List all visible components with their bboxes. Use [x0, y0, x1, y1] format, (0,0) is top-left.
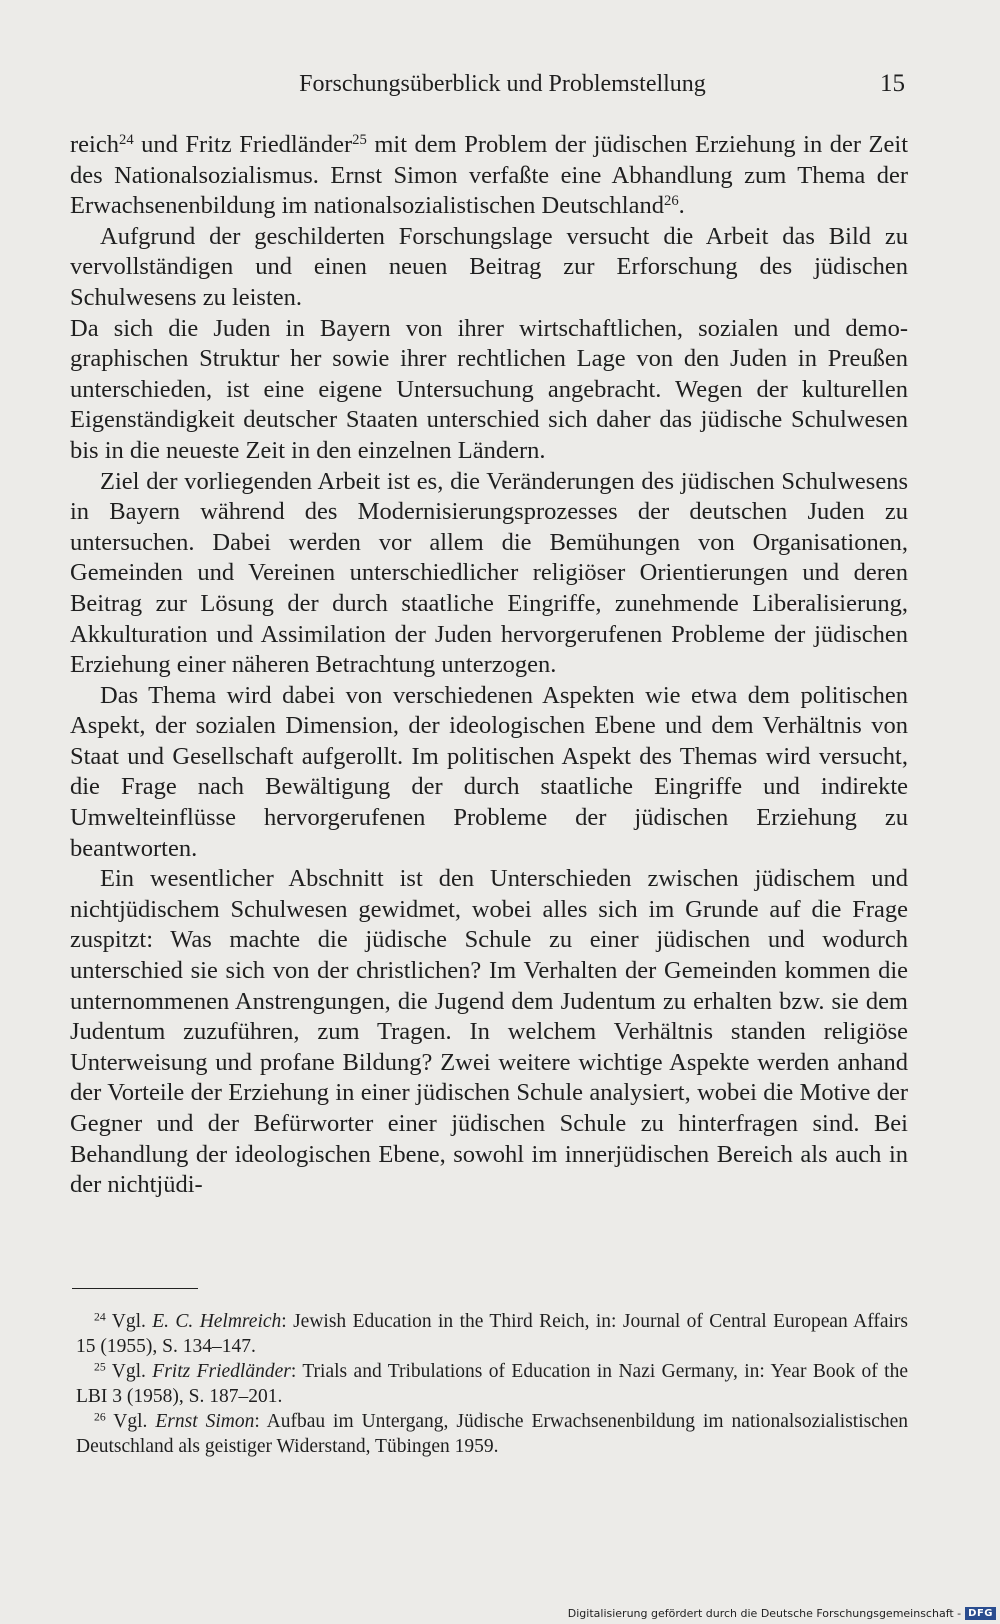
- footnote-author: E. C. Helmreich: [152, 1311, 282, 1332]
- paragraph-2: Aufgrund der geschilderten Forschungslage versucht die Arbeit das Bild zu vervollständigen und einen neuen Beitrag zur Erforschung des jüdischen Schulwesens zu leisten.: [70, 222, 908, 311]
- text-run: .: [678, 192, 685, 220]
- footnote-24: [76, 1309, 908, 1359]
- running-title: Forschungsüberblick und Problemstellung: [299, 71, 706, 97]
- text-run: Vgl.: [111, 1361, 153, 1382]
- footnote-author: Fritz Friedländer: [152, 1361, 291, 1382]
- text-run: : Trials and Tribulations of Education in Nazi Germany, in: Year Book of the LBI 3 (1958), S. 187–201.: [76, 1361, 908, 1407]
- footnote-divider: [72, 1288, 198, 1289]
- footnote-26: [76, 1409, 908, 1459]
- text-run: Vgl.: [113, 1411, 156, 1432]
- footnote-ref-24: 24: [118, 131, 134, 148]
- text-run: mit dem Problem der jüdischen Erziehung in der Zeit des Nationalsozialismus. Ernst Simon verfaßte eine Abhandlung zum Thema der Erwachsenenbildung im nationalsozialistischen Deutschland: [70, 131, 908, 220]
- credit-text: Digitalisierung gefördert durch die Deutsche Forschungsgemeinschaft -: [567, 1606, 962, 1620]
- footnote-number: 24: [94, 1310, 106, 1324]
- text-run: : Aufbau im Untergang, Jüdische Erwachsenenbildung im nationalsozialistischen Deutschland als geistiger Widerstand, Tübingen 1959.: [76, 1411, 909, 1457]
- footnote-ref-26: 26: [663, 193, 679, 210]
- text-run: und Fritz Friedländer: [133, 131, 353, 158]
- main-text: [70, 130, 908, 1201]
- footnote-25: [76, 1359, 908, 1409]
- footnote-number: 25: [94, 1360, 106, 1374]
- footnote-ref-25: 25: [352, 131, 367, 148]
- text-run: : Jewish Education in the Third Reich, in: Journal of Central European Affairs 15 (1955), S. 134–147.: [76, 1311, 908, 1357]
- footnotes: [76, 1309, 908, 1459]
- paragraph-1: [70, 130, 908, 222]
- footnote-number: 26: [94, 1410, 106, 1424]
- digitization-credit: [568, 1602, 1000, 1624]
- paragraph-3: Da sich die Juden in Bayern von ihrer wirtschaftlichen, sozialen und demographischen Struktur her sowie ihrer rechtlichen Lage von den Juden in Preußen unterschieden, ist eine eigene Untersuchung angebracht. Wegen der kulturellen Eigenständigkeit deutscher Staaten unterschied sich daher das jüdische Schulwesen bis in die neueste Zeit in den einzelnen Ländern.: [70, 314, 908, 464]
- paragraph-5: Das Thema wird dabei von verschiedenen Aspekten wie etwa dem politischen Aspekt, der sozialen Dimension, der ideologischen Ebene und dem Verhältnis von Staat und Gesellschaft aufgerollt. Im politischen Aspekt des Themas wird versucht, die Frage nach Bewältigung der durch staatliche Eingriffe und indirekte Umwelteinflüsse hervorgerufenen Probleme der jüdischen Erziehung zu beantworten.: [70, 681, 908, 862]
- dfg-logo-icon: DFG: [965, 1607, 996, 1620]
- paragraph-6: Ein wesentlicher Abschnitt ist den Unterschieden zwischen jüdischem und nichtjüdischem Schulwesen gewidmet, wobei alles sich im Grunde auf die Frage zuspitzt: Was machte die jüdische Schule zu einer jüdischen und wodurch unterschied sie sich von der christlichen? Im Verhalten der Gemeinden kommen die unternommenen Anstrengungen, die Jugend dem Judentum zu erhalten bzw. sie dem Judentum zuzuführen, zum Tragen. In welchem Verhältnis standen religiöse Unterweisung und profane Bildung? Zwei weitere wichtige Aspekte werden anhand der Vorteile der Erziehung in einer jüdischen Schule analysiert, wobei die Motive der Gegner und der Befürworter einer jüdischen Schule zu hinterfragen sind. Bei Behandlung der ideologischen Ebene, sowohl im innerjüdischen Bereich als auch in der nichtjüdi-: [70, 865, 908, 1199]
- footnote-author: Ernst Simon: [155, 1411, 255, 1432]
- paragraph-4: Ziel der vorliegenden Arbeit ist es, die Veränderungen des jüdischen Schulwesens in Bayern während des Modernisierungsprozesses der deutschen Juden zu untersuchen. Dabei werden vor allem die Bemühungen von Organisationen, Gemeinden und Vereinen unterschiedlicher religiöser Orientierungen und deren Beitrag zur Lösung der durch staatliche Eingriffe, zunehmende Liberalisierung, Akkulturation und Assimilation der Juden hervorgerufenen Probleme der jüdischen Erziehung einer näheren Betrachtung unterzogen.: [70, 467, 908, 679]
- running-header: [70, 64, 905, 104]
- text-run: Vgl.: [111, 1311, 153, 1332]
- page-number: 15: [880, 70, 905, 97]
- text-run: reich: [70, 131, 119, 158]
